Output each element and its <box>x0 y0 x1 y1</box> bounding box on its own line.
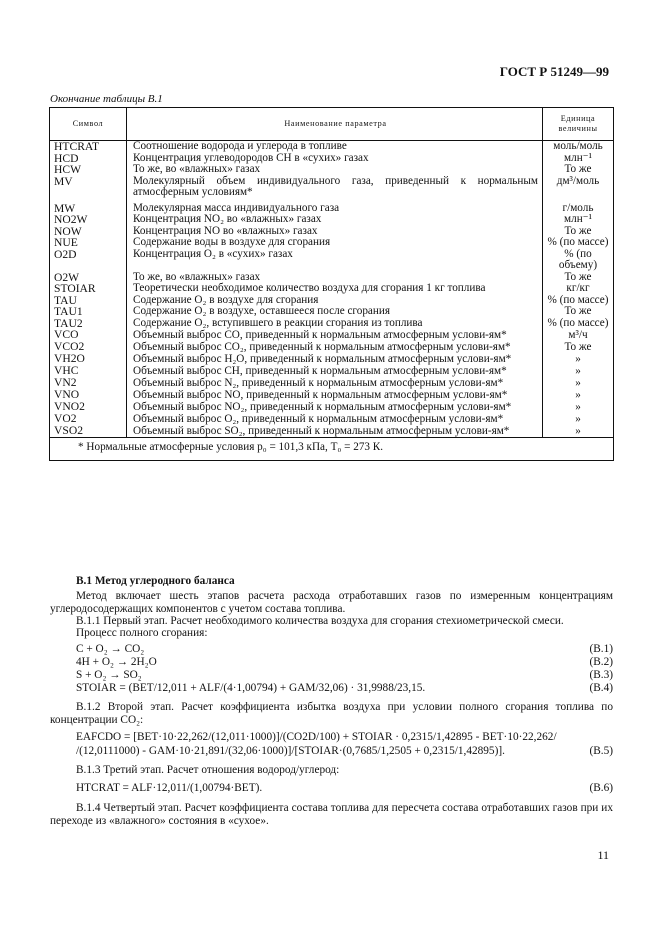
cell-unit: » <box>543 377 614 389</box>
cell-parameter-name: Объемный выброс SO₂, приведенный к нормальным атмосферным услови-ям* <box>127 425 543 438</box>
equation-b6: HTCRAT = ALF·12,011/(1,00794·BET). (В.6) <box>76 782 613 794</box>
table-row <box>50 283 614 295</box>
cell-unit: То же <box>543 226 614 238</box>
cell-parameter-name: Объемный выброс CO, приведенный к нормальным атмосферным услови-ям* <box>127 329 543 341</box>
cell-symbol: VNO <box>50 389 127 401</box>
cell-parameter-name: Теоретически необходимое количество воздуха для сгорания 1 кг топлива <box>127 283 543 295</box>
cell-unit: » <box>543 353 614 365</box>
cell-symbol: HCD <box>50 153 127 165</box>
step1-paragraph: В.1.1 Первый этап. Расчет необходимого количества воздуха для сгорания стехиометрической смеси. <box>76 615 564 627</box>
cell-symbol: HTCRAT <box>50 141 127 153</box>
table-row <box>50 389 614 401</box>
standard-number: ГОСТ Р 51249—99 <box>499 64 609 79</box>
cell-symbol: TAU1 <box>50 306 127 318</box>
column-header-symbol: Символ <box>50 108 127 141</box>
cell-parameter-name: Молекулярный объем индивидуального газа, приведенный к нормальным атмосферным условиям* <box>127 176 543 199</box>
table-row <box>50 365 614 377</box>
cell-parameter-name: Объемный выброс CO₂, приведенный к нормальным атмосферным услови-ям* <box>127 341 543 353</box>
cell-parameter-name: Содержание воды в воздухе для сгорания <box>127 237 543 249</box>
cell-symbol: O2W <box>50 272 127 284</box>
cell-unit: % (по массе) <box>543 318 614 330</box>
cell-parameter-name: Объемный выброс O₂, приведенный к нормальным атмосферным услови-ям* <box>127 413 543 425</box>
cell-symbol: STOIAR <box>50 283 127 295</box>
table-row <box>50 306 614 318</box>
cell-symbol: MV <box>50 176 127 199</box>
cell-symbol: TAU <box>50 295 127 307</box>
table-row <box>50 214 614 226</box>
cell-symbol: O2D <box>50 249 127 272</box>
cell-parameter-name: Объемный выброс N₂, приведенный к нормальным атмосферным услови-ям* <box>127 377 543 389</box>
table-body <box>50 141 614 461</box>
cell-unit: % (по массе) <box>543 237 614 249</box>
table-row <box>50 425 614 438</box>
table-row <box>50 377 614 389</box>
cell-symbol: HCW <box>50 164 127 176</box>
table-row <box>50 164 614 176</box>
cell-unit: г/моль <box>543 199 614 215</box>
cell-unit: » <box>543 389 614 401</box>
step2-paragraph: В.1.2 Второй этап. Расчет коэффициента избытка воздуха при условии полного сгорания топлива по концентрации CO₂: <box>50 701 613 726</box>
cell-symbol: VHC <box>50 365 127 377</box>
table-row <box>50 318 614 330</box>
step4-paragraph: В.1.4 Четвертый этап. Расчет коэффициента состава топлива для пересчета состава отработавших газов при их переходе из «влажного» состояния в «сухое». <box>50 802 613 827</box>
cell-parameter-name: Объемный выброс NO₂, приведенный к нормальным атмосферным услови-ям* <box>127 401 543 413</box>
cell-symbol: VH2O <box>50 353 127 365</box>
cell-symbol: NO2W <box>50 214 127 226</box>
parameter-table <box>49 107 614 461</box>
table-footnote: * Нормальные атмосферные условия p₀ = 101,3 кПа, T₀ = 273 К. <box>50 438 614 461</box>
cell-parameter-name: Содержание O₂ в воздухе для сгорания <box>127 295 543 307</box>
cell-unit: м³/ч <box>543 329 614 341</box>
column-header-unit: Единица величины <box>543 108 614 141</box>
column-header-name: Наименование параметра <box>127 108 543 141</box>
cell-parameter-name: Концентрация NO₂ во «влажных» газах <box>127 214 543 226</box>
equation-b4: STOIAR = (BET/12,011 + ALF/(4·1,00794) + GAM/32,06) · 31,9988/23,15. (В.4) <box>76 682 613 694</box>
cell-unit: То же <box>543 306 614 318</box>
cell-parameter-name: Концентрация NO во «влажных» газах <box>127 226 543 238</box>
table-footnote-row <box>50 438 614 461</box>
table-row <box>50 249 614 272</box>
cell-unit: То же <box>543 341 614 353</box>
section-heading: В.1 Метод углеродного баланса <box>76 575 235 587</box>
cell-parameter-name: Соотношение водорода и углерода в топливе <box>127 141 543 153</box>
cell-unit: » <box>543 413 614 425</box>
cell-unit: дм³/моль <box>543 176 614 199</box>
step3-paragraph: В.1.3 Третий этап. Расчет отношения водород/углерод: <box>76 764 340 776</box>
cell-unit: кг/кг <box>543 283 614 295</box>
cell-symbol: VSO2 <box>50 425 127 438</box>
table-row <box>50 176 614 199</box>
table-row <box>50 329 614 341</box>
table-row <box>50 199 614 215</box>
cell-symbol: VCO2 <box>50 341 127 353</box>
table-row <box>50 141 614 153</box>
cell-symbol: VO2 <box>50 413 127 425</box>
table-row <box>50 237 614 249</box>
table-row <box>50 353 614 365</box>
cell-parameter-name: То же, во «влажных» газах <box>127 272 543 284</box>
cell-symbol: VCO <box>50 329 127 341</box>
cell-symbol: VN2 <box>50 377 127 389</box>
intro-paragraph: Метод включает шесть этапов расчета расхода отработавших газов по измеренным концентрациям углеродосодержащих компонентов с учетом состава топлива. <box>50 590 613 615</box>
process-label: Процесс полного сгорания: <box>76 627 208 639</box>
cell-parameter-name: То же, во «влажных» газах <box>127 164 543 176</box>
cell-unit: То же <box>543 164 614 176</box>
cell-parameter-name: Содержание O₂ в воздухе, оставшееся после сгорания <box>127 306 543 318</box>
equation-b5-line1: EAFCDO = [BET·10·22,262/(12,011·1000)]/(CO2D/100) + STOIAR · 0,2315/1,42895 - BET·10·22,262/ <box>76 731 557 743</box>
cell-unit: % (по массе) <box>543 295 614 307</box>
cell-unit: То же <box>543 272 614 284</box>
cell-unit: » <box>543 365 614 377</box>
cell-parameter-name: Концентрация O₂ в «сухих» газах <box>127 249 543 272</box>
cell-unit: % (по объему) <box>543 249 614 272</box>
table-row <box>50 401 614 413</box>
equation-b3: S + O₂ → SO₂ (В.3) <box>76 669 613 681</box>
cell-symbol: NOW <box>50 226 127 238</box>
cell-parameter-name: Объемный выброс NO, приведенный к нормальным атмосферным услови-ям* <box>127 389 543 401</box>
equation-b2: 4H + O₂ → 2H₂O (В.2) <box>76 656 613 668</box>
cell-unit: млн⁻¹ <box>543 153 614 165</box>
cell-parameter-name: Объемный выброс H₂O, приведенный к нормальным атмосферным услови-ям* <box>127 353 543 365</box>
equation-b5-line2: /(12,0111000) - GAM·10·21,891/(32,06·1000)]/[STOIAR·(0,7685/1,2505 + 0,2315/1,42895)]. (В.5) <box>76 745 613 757</box>
cell-parameter-name: Молекулярная масса индивидуального газа <box>127 199 543 215</box>
cell-unit: моль/моль <box>543 141 614 153</box>
cell-unit: » <box>543 425 614 438</box>
cell-symbol: VNO2 <box>50 401 127 413</box>
cell-parameter-name: Объемный выброс CH, приведенный к нормальным атмосферным услови-ям* <box>127 365 543 377</box>
cell-parameter-name: Содержание O₂, вступившего в реакции сгорания из топлива <box>127 318 543 330</box>
table-caption: Окончание таблицы В.1 <box>50 93 163 105</box>
cell-parameter-name: Концентрация углеводородов CH в «сухих» газах <box>127 153 543 165</box>
page-number: 11 <box>597 848 609 862</box>
cell-symbol: MW <box>50 199 127 215</box>
cell-unit: » <box>543 401 614 413</box>
cell-symbol: TAU2 <box>50 318 127 330</box>
table-row <box>50 413 614 425</box>
equation-b1: C + O₂ → CO₂ (В.1) <box>76 643 613 655</box>
cell-symbol: NUE <box>50 237 127 249</box>
cell-unit: млн⁻¹ <box>543 214 614 226</box>
table-row <box>50 341 614 353</box>
